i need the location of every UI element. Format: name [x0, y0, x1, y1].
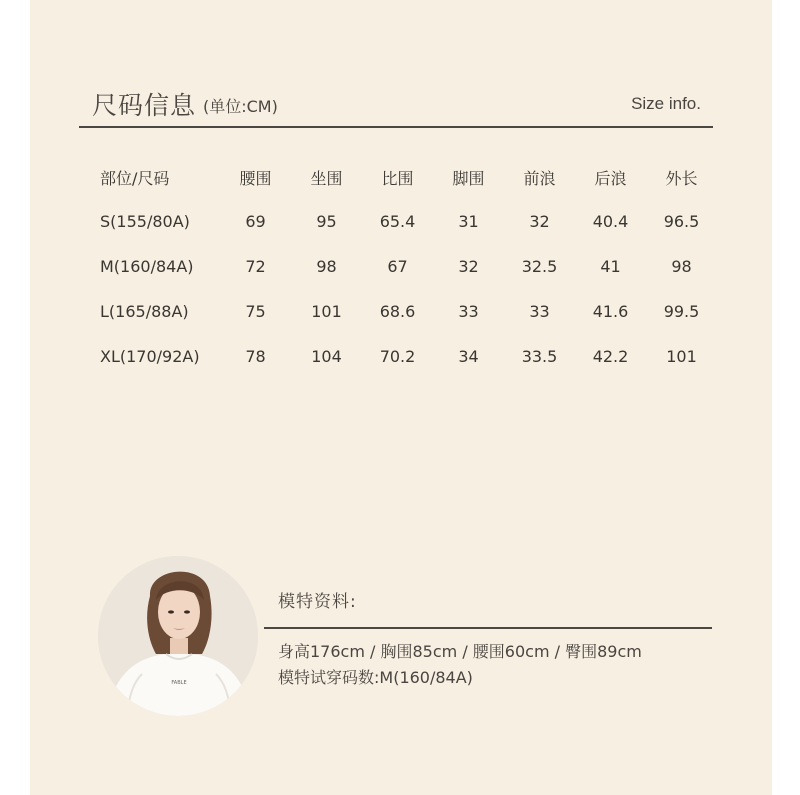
table-header-row	[92, 155, 717, 199]
column-header: 坐围	[310, 168, 343, 188]
table-cell: 96.5	[663, 212, 700, 231]
size-table	[92, 155, 717, 379]
table-cell: 99.5	[663, 302, 700, 321]
table-cell: S(155/80A)	[100, 212, 190, 231]
table-cell: 68.6	[379, 302, 416, 321]
table-cell: 33.5	[521, 347, 558, 366]
table-cell: 32.5	[521, 257, 558, 276]
size-info-label: Size info.	[631, 94, 701, 113]
table-cell: 41	[600, 257, 621, 276]
unit-label: (单位:CM)	[203, 97, 278, 116]
table-cell: 72	[245, 257, 266, 276]
column-header: 比围	[381, 168, 414, 188]
table-cell: 41.6	[592, 302, 629, 321]
column-header: 后浪	[594, 168, 627, 188]
column-header: 前浪	[523, 168, 556, 188]
column-header: 外长	[665, 168, 698, 188]
table-cell: 70.2	[379, 347, 416, 366]
table-cell: 104	[311, 347, 342, 366]
table-cell: 31	[458, 212, 479, 231]
table-row	[92, 334, 717, 379]
model-measurements: 身高176cm / 胸围85cm / 腰围60cm / 臀围89cm	[278, 642, 642, 661]
table-row	[92, 199, 717, 244]
model-info-title: 模特资料:	[278, 592, 357, 612]
table-cell: XL(170/92A)	[100, 347, 200, 366]
column-header: 脚围	[452, 168, 485, 188]
model-illustration	[98, 556, 258, 716]
table-row	[92, 289, 717, 334]
table-cell: 33	[458, 302, 479, 321]
table-cell: 42.2	[592, 347, 629, 366]
table-cell: 101	[311, 302, 342, 321]
page-title: 尺码信息	[92, 91, 197, 120]
table-cell: 69	[245, 212, 266, 231]
table-cell: M(160/84A)	[100, 257, 194, 276]
table-cell: 98	[671, 257, 692, 276]
model-trial-size: 模特试穿码数:M(160/84A)	[278, 668, 473, 687]
table-cell: 78	[245, 347, 266, 366]
table-cell: 34	[458, 347, 479, 366]
shirt-logo-text: FABLE	[171, 680, 187, 686]
table-cell: 75	[245, 302, 266, 321]
table-cell: 65.4	[379, 212, 416, 231]
table-cell: 67	[387, 257, 408, 276]
model-info-divider	[264, 627, 712, 629]
table-row	[92, 244, 717, 289]
table-cell: 95	[316, 212, 337, 231]
column-header: 部位/尺码	[100, 168, 170, 188]
table-cell: 101	[666, 347, 697, 366]
table-cell: 33	[529, 302, 550, 321]
size-info-header	[79, 82, 713, 128]
table-cell: 32	[529, 212, 550, 231]
table-cell: L(165/88A)	[100, 302, 189, 321]
model-photo	[98, 556, 258, 716]
column-header: 腰围	[239, 168, 272, 188]
table-cell: 32	[458, 257, 479, 276]
table-cell: 98	[316, 257, 337, 276]
table-cell: 40.4	[592, 212, 629, 231]
